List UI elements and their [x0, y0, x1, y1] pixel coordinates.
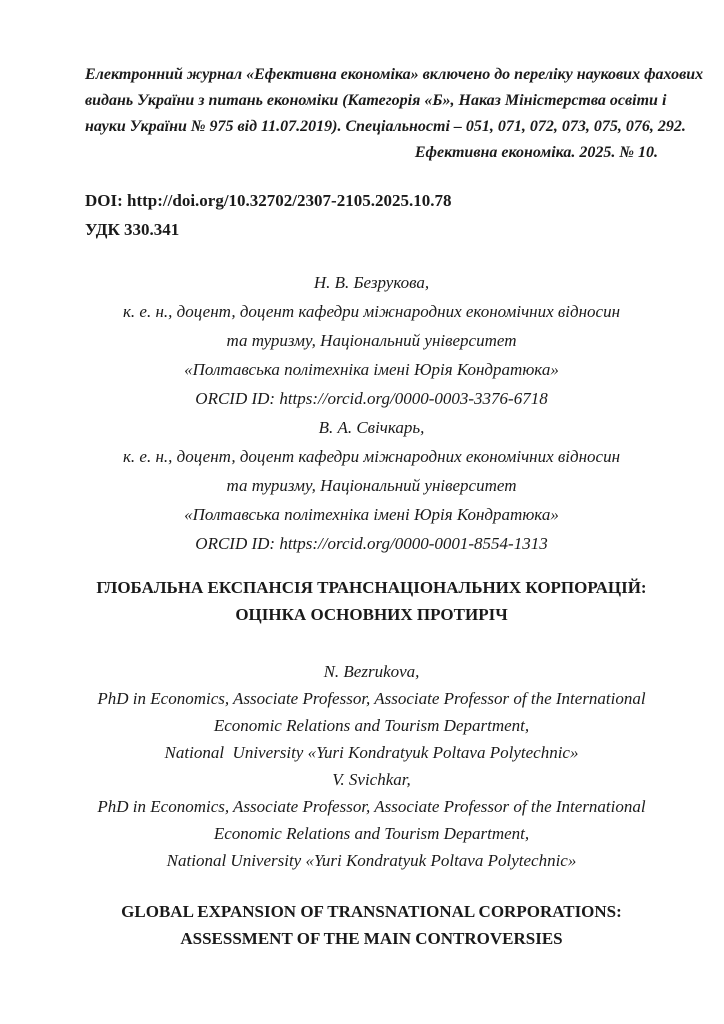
title-ua-line: ОЦІНКА ОСНОВНИХ ПРОТИРІЧ	[235, 605, 508, 624]
author-name-en: N. Bezrukova,	[323, 662, 420, 681]
authors-ukrainian	[85, 268, 658, 558]
author-affiliation-line: к. е. н., доцент, доцент кафедри міжнародних економічних відносин	[122, 447, 621, 466]
doi-line: DOI: http://doi.org/10.32702/2307-2105.2025.10.78	[85, 191, 452, 210]
article-title-english	[85, 898, 658, 952]
journal-inclusion-note	[85, 62, 704, 166]
author-affiliation-line: Economic Relations and Tourism Department,	[213, 824, 530, 843]
author-name-en: V. Svichkar,	[332, 770, 411, 789]
article-title-ukrainian	[85, 574, 658, 628]
author-affiliation-line: та туризму, Національний університет	[226, 476, 517, 495]
author-orcid-line: ORCID ID: https://orcid.org/0000-0003-3376-6718	[195, 389, 548, 408]
author-affiliation-line: National University «Yuri Kondratyuk Poltava Polytechnic»	[166, 851, 577, 870]
author-affiliation-line: «Полтавська політехніка імені Юрія Кондратюка»	[184, 505, 559, 524]
journal-note-line: видань України з питань економіки (Категорія «Б», Наказ Міністерства освіти і	[85, 92, 667, 109]
author-affiliation-line: к. е. н., доцент, доцент кафедри міжнародних економічних відносин	[122, 302, 621, 321]
article-meta	[85, 186, 658, 244]
journal-note-line: Електронний журнал «Ефективна економіка» включено до переліку наукових фахових	[85, 66, 704, 83]
title-en-line: ASSESSMENT OF THE MAIN CONTROVERSIES	[180, 929, 563, 948]
author-affiliation-line: «Полтавська політехніка імені Юрія Кондратюка»	[184, 360, 559, 379]
author-affiliation-line: PhD in Economics, Associate Professor, Associate Professor of the International	[97, 797, 646, 816]
udc-line: УДК 330.341	[85, 220, 180, 239]
author-affiliation-line: Economic Relations and Tourism Department,	[213, 716, 530, 735]
author-affiliation-line: та туризму, Національний університет	[226, 331, 517, 350]
author-name-ua: Н. В. Безрукова,	[313, 273, 430, 292]
author-orcid-line: ORCID ID: https://orcid.org/0000-0001-8554-1313	[195, 534, 548, 553]
author-affiliation-line: PhD in Economics, Associate Professor, Associate Professor of the International	[97, 689, 646, 708]
journal-issue-line: Ефективна економіка. 2025. № 10.	[414, 144, 658, 161]
author-affiliation-line: National University «Yuri Kondratyuk Poltava Polytechnic»	[164, 743, 579, 762]
authors-english	[85, 658, 658, 874]
author-name-ua: В. А. Свічкарь,	[318, 418, 425, 437]
journal-note-line: науки України № 975 від 11.07.2019). Спеціальності – 051, 071, 072, 073, 075, 076, 292.	[85, 118, 686, 135]
title-ua-line: ГЛОБАЛЬНА ЕКСПАНСІЯ ТРАНСНАЦІОНАЛЬНИХ КОРПОРАЦІЙ:	[96, 578, 647, 597]
title-en-line: GLOBAL EXPANSION OF TRANSNATIONAL CORPORATIONS:	[121, 902, 622, 921]
